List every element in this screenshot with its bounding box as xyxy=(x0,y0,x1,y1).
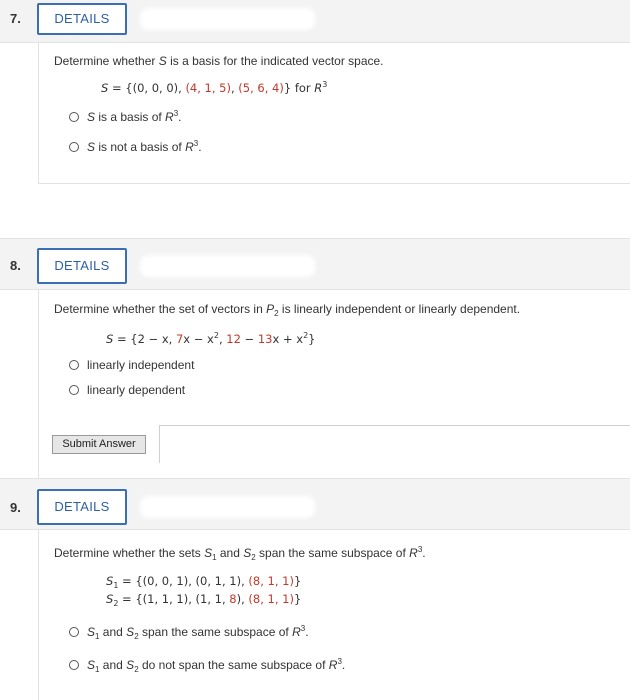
question-header xyxy=(0,238,630,290)
details-button[interactable]: DETAILS xyxy=(37,248,127,284)
details-button[interactable]: DETAILS xyxy=(37,489,127,525)
question-prompt: Determine whether the set of vectors in $P_2$ is linearly independent or linearly dependent. xyxy=(54,302,521,318)
option-label: $S_1$ and $S_2$ do not span the same subspace of $R^3$. xyxy=(87,657,346,674)
divider xyxy=(39,183,630,184)
redacted-area xyxy=(140,8,315,30)
radio-button[interactable] xyxy=(69,627,79,637)
option-label: linearly dependent xyxy=(87,383,186,397)
question-header xyxy=(0,0,630,43)
set-s1-definition: $S_1 = \{(0$, 0, 1), (0, 1, 1), (8, 1, 1)} xyxy=(106,574,302,590)
option-label: S is not a basis of $R^3$. xyxy=(87,139,202,154)
question-body xyxy=(38,289,630,478)
radio-button[interactable] xyxy=(69,112,79,122)
option-is-basis[interactable] xyxy=(69,110,182,124)
radio-button[interactable] xyxy=(69,142,79,152)
radio-button[interactable] xyxy=(69,385,79,395)
question-number: 9. xyxy=(10,500,21,515)
option-linearly-dependent[interactable] xyxy=(69,383,185,397)
option-label: $S_1$ and $S_2$ span the same subspace of $R^3$. xyxy=(87,624,309,641)
option-same-subspace[interactable] xyxy=(69,625,309,639)
submit-answer-button[interactable]: Submit Answer xyxy=(52,435,146,454)
radio-button[interactable] xyxy=(69,660,79,670)
question-prompt: Determine whether the sets $S_1$ and $S_2$ span the same subspace of $R^3$. xyxy=(54,545,426,562)
set-s2-definition: $S_2 = \{(1$, 1, 1), (1, 1, 8), (8, 1, 1)} xyxy=(106,592,302,608)
option-not-same-subspace[interactable] xyxy=(69,658,345,672)
option-label: S is a basis of $R^3$. xyxy=(87,109,182,124)
set-definition: S = {2 − x, $7x - x^2$, $12 - 13x + x^2$} xyxy=(106,331,316,346)
question-number: 7. xyxy=(10,11,21,26)
option-label: linearly independent xyxy=(87,358,195,372)
details-button[interactable]: DETAILS xyxy=(37,3,127,35)
question-body xyxy=(38,529,630,700)
question-number: 8. xyxy=(10,258,21,273)
question-body xyxy=(38,42,630,184)
option-linearly-independent[interactable] xyxy=(69,358,194,372)
question-header xyxy=(0,478,630,530)
answer-feedback-area xyxy=(159,425,630,463)
question-prompt: Determine whether S is a basis for the indicated vector space. xyxy=(54,54,384,68)
set-definition: S = {(0, 0, 0), (4, 1, 5), (5, 6, 4)} for $R^3$ xyxy=(101,80,328,95)
redacted-area xyxy=(140,255,315,277)
option-not-basis[interactable] xyxy=(69,140,202,154)
redacted-area xyxy=(140,496,315,518)
radio-button[interactable] xyxy=(69,360,79,370)
